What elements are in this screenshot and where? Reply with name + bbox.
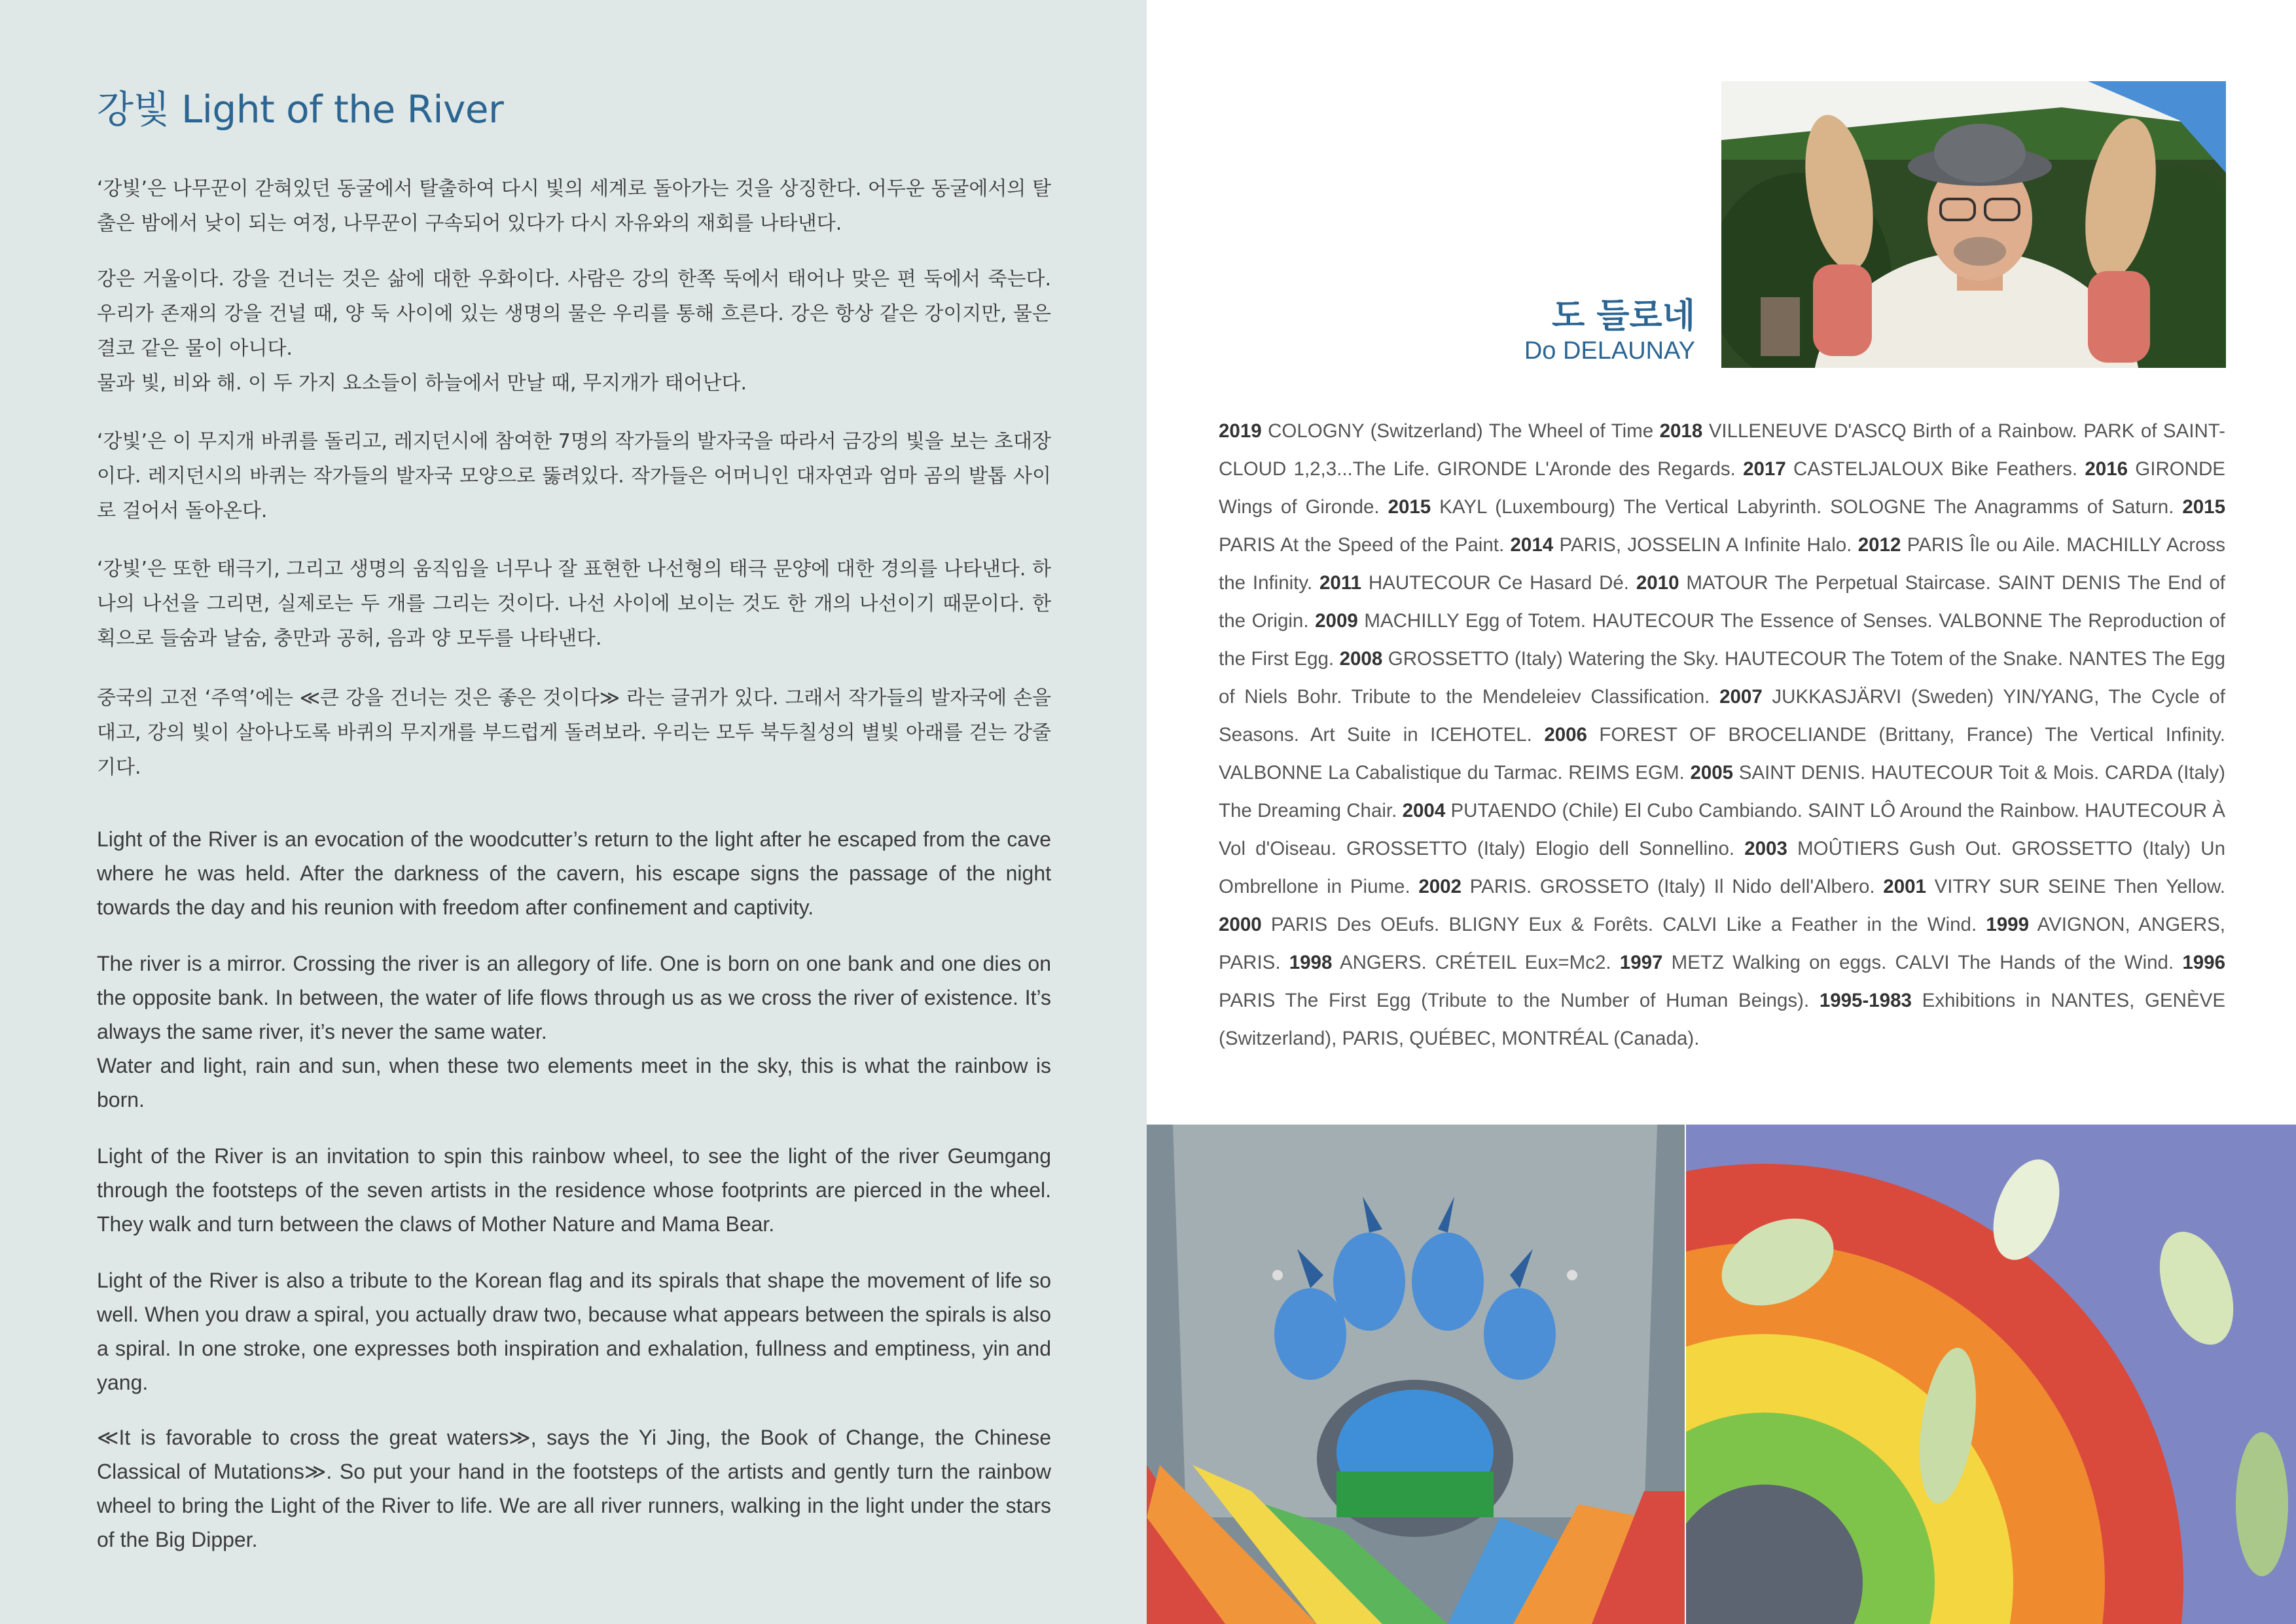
bio-entry: GROSSETTO (Italy) Watering the Sky. HAUTECOUR The Totem of the Snake. NANTES The Egg of Niels Bohr. Tribute to the Mendeleiev Classification. (1219, 648, 2225, 708)
bio-year: 1995-1983 (1819, 990, 1912, 1011)
en-paragraph: Light of the River is an invitation to spin this rainbow wheel, to see the light of the river Geumgang through the footsteps of the seven artists in the residence whose footprints are pierced in the wheel. They walk and turn between the claws of Mother Nature and Mama Bear. (97, 1144, 1051, 1236)
bio-entry: GIRONDE Wings of Gironde. (1219, 458, 2225, 518)
ko-paragraph: 물과 빛, 비와 해. 이 두 가지 요소들이 하늘에서 만날 때, 무지개가 태어난다. (97, 372, 747, 395)
bio-year: 2007 (1719, 686, 1763, 708)
bio-year: 2019 (1219, 420, 1262, 442)
ko-paragraph: ‘강빛’은 나무꾼이 갇혀있던 동굴에서 탈출하여 다시 빛의 세계로 돌아가는 것을 상징한다. 어두운 동굴에서의 탈출은 밤에서 낮이 되는 여정, 나무꾼이 구속되어 있다가 다시 자유와의 재회를 나타낸다. (97, 177, 1051, 235)
bio-year: 2010 (1636, 572, 1679, 594)
bio-year: 1996 (2182, 952, 2225, 973)
bio-entry: METZ Walking on eggs. CALVI The Hands of the Wind. (1662, 952, 2183, 973)
artist-name-en: Do DELAUNAY (1524, 337, 1695, 365)
sculpture-photo-bear-paw (1147, 1125, 1685, 1624)
page-title: 강빛 Light of the River (97, 87, 504, 132)
bio-year: 2003 (1744, 838, 1787, 859)
en-paragraph: Light of the River is an evocation of the woodcutter’s return to the light after he escaped from the cave where he was held. After the darkness of the cavern, his escape signs the passage of the night towards the day and his reunion with freedom after confinement and captivity. (97, 827, 1051, 919)
bio-entry: FOREST OF BROCELIANDE (Brittany, France) The Vertical Infinity. VALBONNE La Cabalistique du Tarmac. REIMS EGM. (1219, 724, 2225, 784)
bio-year: 2011 (1319, 572, 1361, 594)
bio-entry: ANGERS. CRÉTEIL Eux=Mc2. (1332, 952, 1620, 973)
bio-year: 2014 (1510, 534, 1554, 556)
bio-entry: MOÛTIERS Gush Out. GROSSETTO (Italy) Un Ombrellone in Piume. (1219, 838, 2225, 897)
ko-paragraph: 중국의 고전 ‘주역’에는 ≪큰 강을 건너는 것은 좋은 것이다≫ 라는 글귀가 있다. 그래서 작가들의 발자국에 손을 대고, 강의 빛이 살아나도록 바퀴의 무지개를 부드럽게 돌려보라. 우리는 모두 북두칠성의 별빛 아래를 걷는 강줄기다. (97, 687, 1051, 779)
bio-entry: PARIS, JOSSELIN A Infinite Halo. (1553, 534, 1858, 556)
bio-year: 2015 (2182, 496, 2225, 518)
bio-year: 2001 (1883, 876, 1926, 897)
bio-entry: MATOUR The Perpetual Staircase. SAINT DENIS The End of the Origin. (1219, 572, 2225, 632)
bio-entry: JUKKASJÄRVI (Sweden) YIN/YANG, The Cycle of Seasons. Art Suite in ICEHOTEL. (1219, 686, 2225, 746)
en-paragraph: Water and light, rain and sun, when these two elements meet in the sky, this is what the rainbow is born. (97, 1054, 1051, 1111)
bio-year: 2002 (1418, 876, 1462, 897)
bio-year: 1997 (1619, 952, 1663, 973)
bio-year: 2005 (1690, 762, 1734, 784)
bio-year: 2009 (1315, 610, 1358, 632)
bio-entry: COLOGNY (Switzerland) The Wheel of Time (1261, 420, 1660, 442)
bio-year: 2016 (2085, 458, 2128, 480)
bio-year: 2015 (1388, 496, 1431, 518)
left-panel (0, 0, 1147, 1624)
bio-year: 1999 (1986, 914, 2029, 935)
bio-entry: PARIS Île ou Aile. MACHILLY Across the Infinity. (1219, 534, 2225, 594)
en-paragraph: Light of the River is also a tribute to the Korean flag and its spirals that shape the movement of life so well. When you draw a spiral, you actually draw two, because what appears between the spirals is also a spiral. In one stroke, one expresses both inspiration and exhalation, fullness and emptiness, yin and yang. (97, 1269, 1051, 1394)
bio-entry: PARIS The First Egg (Tribute to the Number of Human Beings). (1219, 990, 1820, 1011)
bio-year: 2008 (1339, 648, 1383, 670)
bio-entry: PARIS. GROSSETO (Italy) Il Nido dell'Albero. (1462, 876, 1884, 897)
ko-paragraph: ‘강빛’은 또한 태극기, 그리고 생명의 움직임을 너무나 잘 표현한 나선형의 태극 문양에 대한 경의를 나타낸다. 하나의 나선을 그리면, 실제로는 두 개를 그리는 것이다. 나선 사이에 보이는 것도 한 개의 나선이기 때문이다. 한 획으로 들숨과 날숨, 충만과 공허, 음과 양 모두를 나타낸다. (97, 558, 1051, 650)
bio-entry: KAYL (Luxembourg) The Vertical Labyrinth. SOLOGNE The Anagramms of Saturn. (1431, 496, 2183, 518)
bio-entry: PARIS At the Speed of the Paint. (1219, 534, 1511, 556)
bio-year: 2018 (1659, 420, 1703, 442)
ko-paragraph: ‘강빛’은 이 무지개 바퀴를 돌리고, 레지던시에 참여한 7명의 작가들의 발자국을 따라서 금강의 빛을 보는 초대장이다. 레지던시의 바퀴는 작가들의 발자국 모양으로 뚫려있다. 작가들은 어머니인 대자연과 엄마 곰의 발톱 사이로 걸어서 돌아온다. (97, 430, 1051, 522)
bio-year: 2017 (1743, 458, 1786, 480)
artist-name-ko: 도 들로네 (1551, 297, 1695, 336)
en-paragraph: ≪It is favorable to cross the great waters≫, says the Yi Jing, the Book of Change, the Chinese Classical of Mutations≫. So put your hand in the footsteps of the artists and gently turn the rainbow wheel to bring the Light of the River to life. We are all river runners, walking in the light under the stars of the Big Dipper. (97, 1426, 1051, 1551)
bio-year: 2006 (1544, 724, 1587, 746)
bio-entry: AVIGNON, ANGERS, PARIS. (1219, 914, 2225, 973)
bio-entry: CASTELJALOUX Bike Feathers. (1785, 458, 2085, 480)
bio-entry: Exhibitions in NANTES, GENÈVE (Switzerland), PARIS, QUÉBEC, MONTRÉAL (Canada). (1219, 990, 2226, 1049)
artist-bio (1219, 412, 2225, 1058)
bio-entry: PUTAENDO (Chile) El Cubo Cambiando. SAINT LÔ Around the Rainbow. HAUTECOUR À Vol d'Oiseau. GROSSETTO (Italy) Elogio dell Sonnellino. (1219, 800, 2225, 859)
artist-photo (1721, 81, 2226, 368)
sculpture-photo-rainbow-wheel (1686, 1125, 2296, 1624)
ko-paragraph: 강은 거울이다. 강을 건너는 것은 삶에 대한 우화이다. 사람은 강의 한쪽 둑에서 태어나 맞은 편 둑에서 죽는다. 우리가 존재의 강을 건널 때, 양 둑 사이에 있는 생명의 물은 우리를 통해 흐른다. 강은 항상 같은 강이지만, 물은 결코 같은 물이 아니다. (97, 268, 1051, 360)
bio-entry: VITRY SUR SEINE Then Yellow. (1926, 876, 2225, 897)
bio-entry: VILLENEUVE D'ASCQ Birth of a Rainbow. PARK of SAINT-CLOUD 1,2,3...The Life. GIRONDE L'Aronde des Regards. (1219, 420, 2225, 480)
bio-entry: HAUTECOUR Ce Hasard Dé. (1361, 572, 1636, 594)
bio-entry: MACHILLY Egg of Totem. HAUTECOUR The Essence of Senses. VALBONNE The Reproduction of the First Egg. (1219, 610, 2225, 670)
bio-entry: PARIS Des OEufs. BLIGNY Eux & Forêts. CALVI Like a Feather in the Wind. (1261, 914, 1986, 935)
bio-year: 2004 (1402, 800, 1446, 821)
bio-year: 1998 (1289, 952, 1333, 973)
bio-year: 2000 (1219, 914, 1262, 935)
en-paragraph: The river is a mirror. Crossing the river is an allegory of life. One is born on one bank and one dies on the opposite bank. In between, the water of life flows through us as we cross the river of existence. It’s always the same river, it’s never the same water. (97, 952, 1051, 1043)
bio-year: 2012 (1857, 534, 1901, 556)
bio-entry: SAINT DENIS. HAUTECOUR Toit & Mois. CARDA (Italy) The Dreaming Chair. (1219, 762, 2225, 821)
